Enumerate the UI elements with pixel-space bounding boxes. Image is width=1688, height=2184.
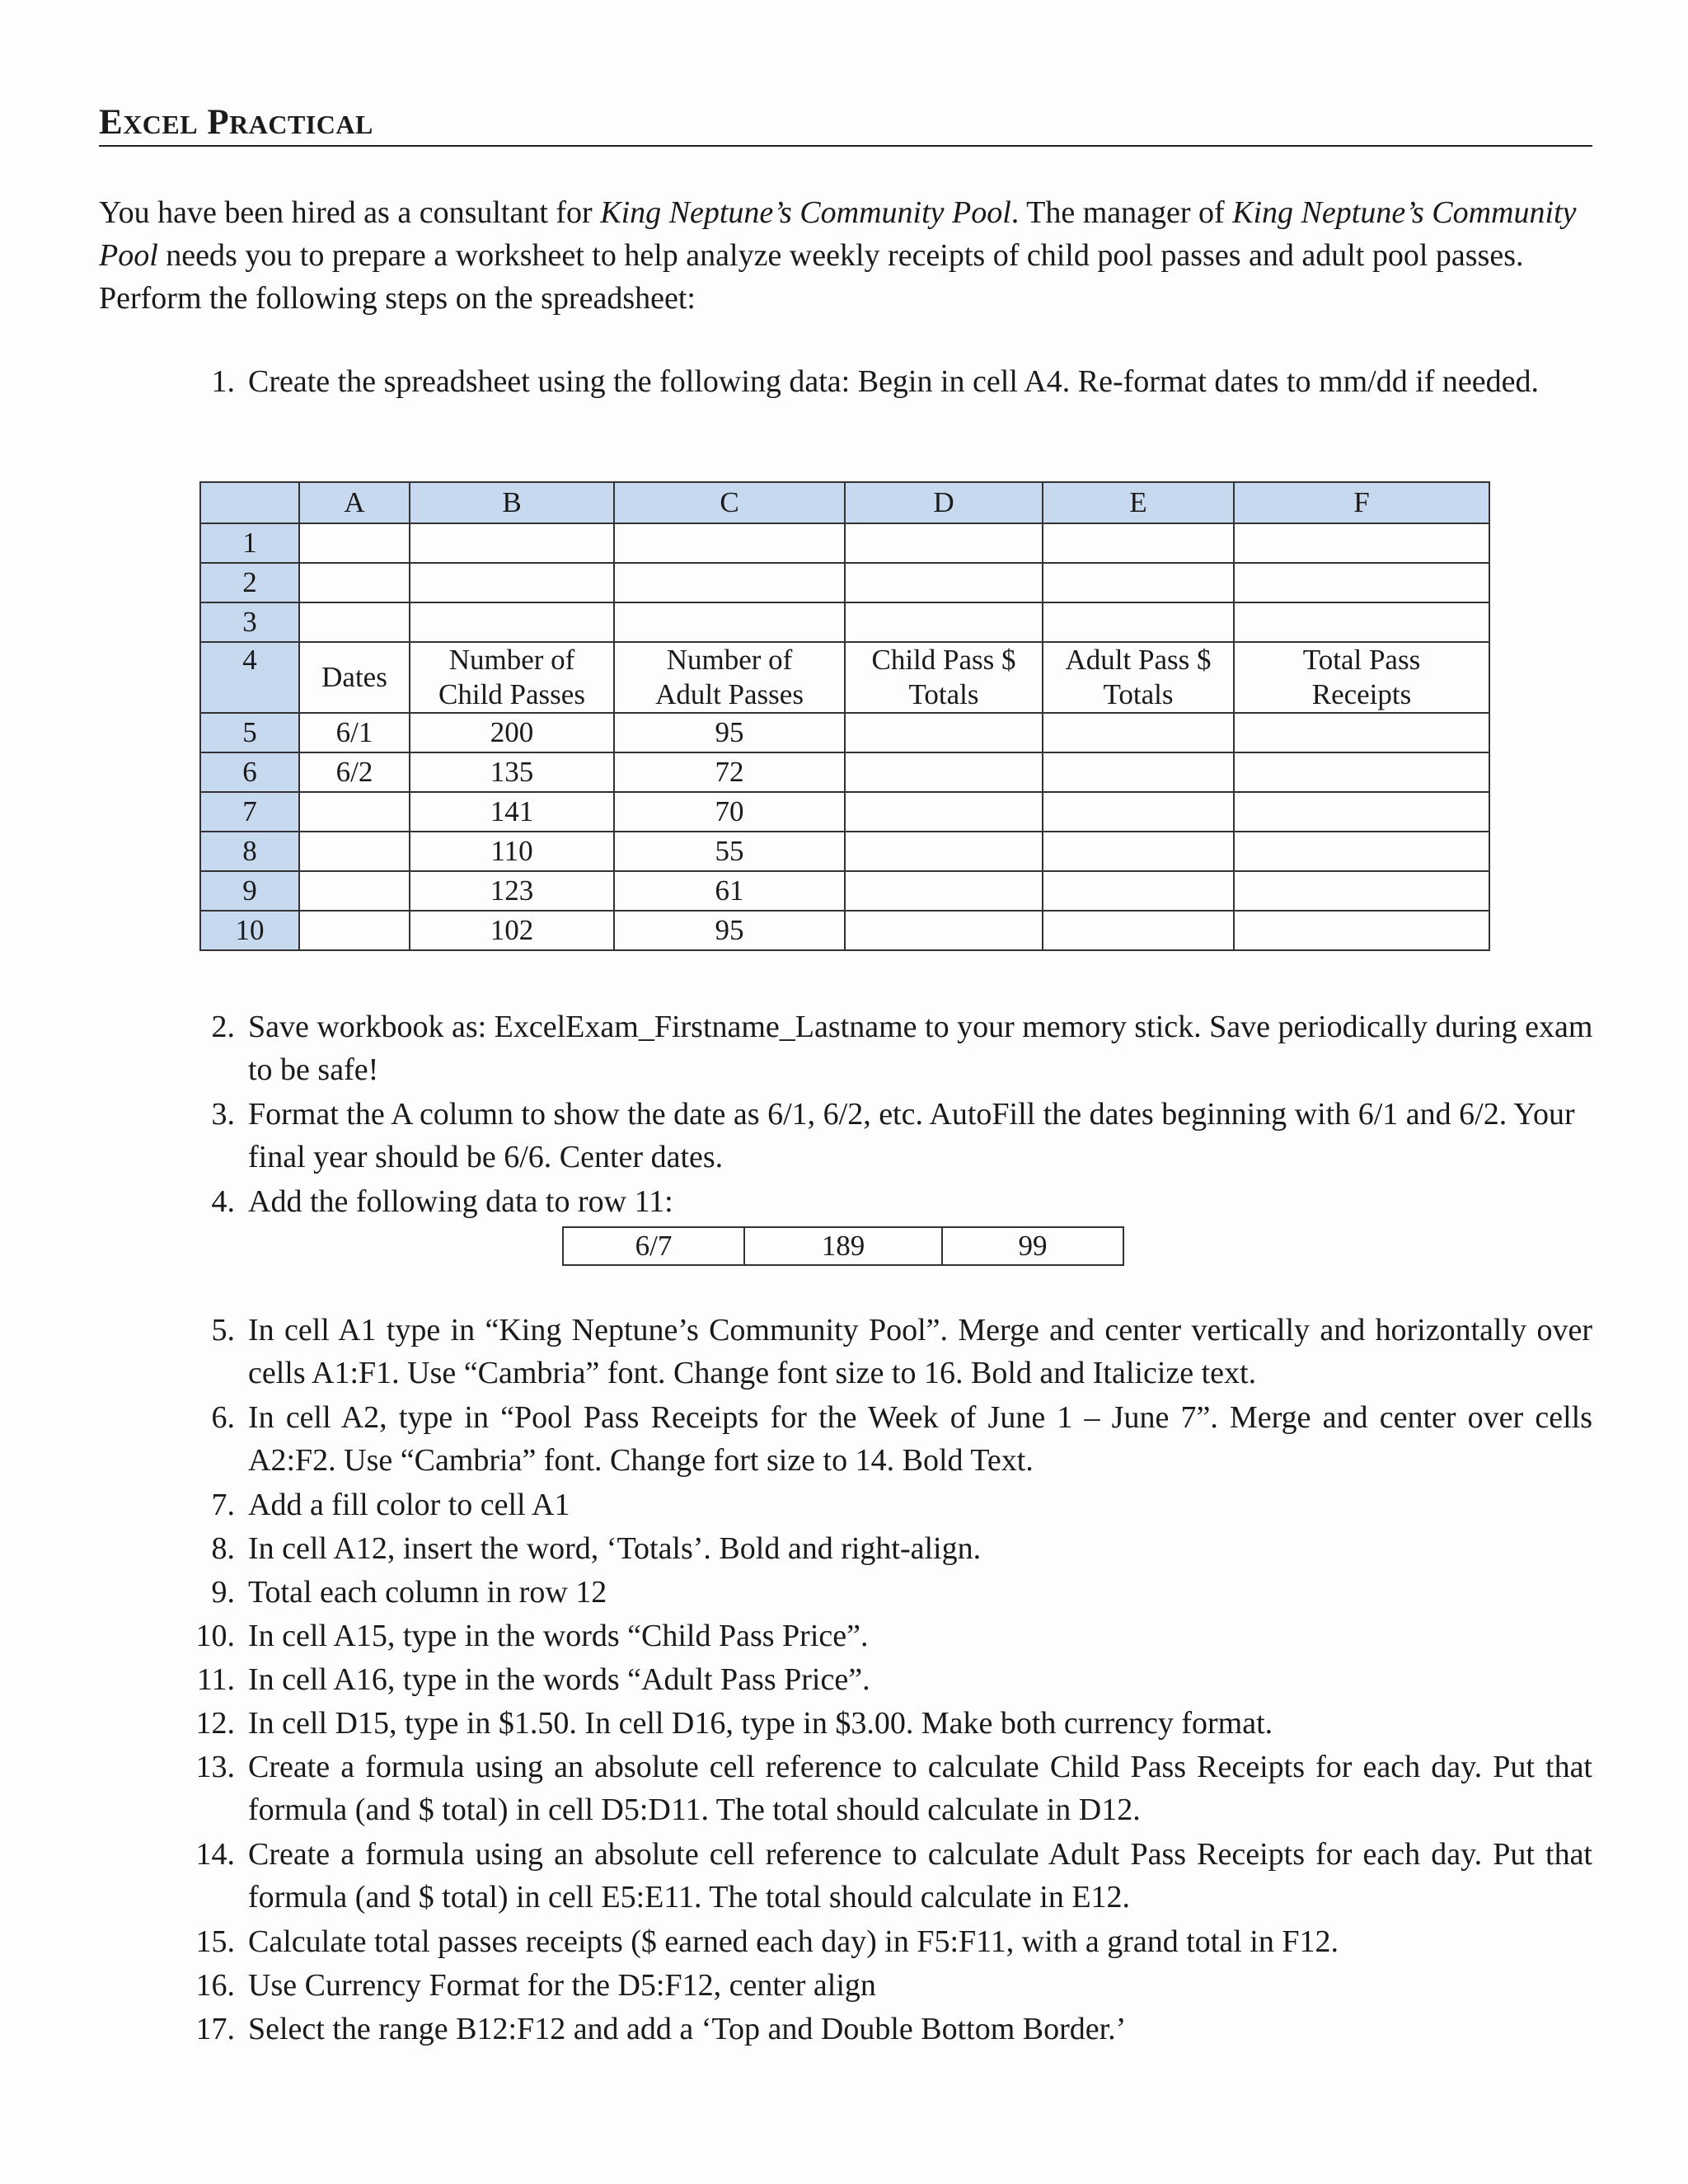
step-text: Add the following data to row 11: bbox=[248, 1184, 673, 1219]
header-cell-child-passes bbox=[410, 642, 614, 713]
cell-date bbox=[299, 871, 410, 911]
sheet-corner bbox=[200, 482, 299, 523]
row-header: 1 bbox=[200, 523, 299, 563]
step-7 bbox=[211, 1483, 1592, 1526]
step-text: Add a fill color to cell A1 bbox=[248, 1488, 570, 1522]
row11-date: 6/7 bbox=[563, 1227, 744, 1265]
document-page bbox=[99, 0, 1592, 2184]
cell-adult-passes: 55 bbox=[614, 832, 845, 871]
row11-adult-passes: 99 bbox=[942, 1227, 1123, 1265]
col-header-d: D bbox=[845, 482, 1043, 523]
step-12 bbox=[195, 1702, 1592, 1745]
sheet-row bbox=[200, 563, 1489, 602]
step-text: Create a formula using an absolute cell reference to calculate Child Pass Receipts for each day. Put that formula (and $ total) in cell D5:D11. The total should calculate in D12. bbox=[248, 1750, 1592, 1827]
header-cell-adult-passes bbox=[614, 642, 845, 713]
step-text: Total each column in row 12 bbox=[248, 1575, 607, 1610]
step-4 bbox=[211, 1180, 1600, 1223]
col-header-a: A bbox=[299, 482, 410, 523]
cell bbox=[1043, 792, 1234, 832]
cell-adult-passes: 70 bbox=[614, 792, 845, 832]
cell bbox=[1234, 563, 1489, 602]
cell bbox=[1234, 871, 1489, 911]
col-header-c: C bbox=[614, 482, 845, 523]
step-number: 11. bbox=[196, 1662, 235, 1697]
step-text: Create the spreadsheet using the following data: Begin in cell A4. Re-format dates to mm/dd if needed. bbox=[248, 364, 1540, 399]
step-8 bbox=[211, 1527, 1592, 1570]
step-text: Select the range B12:F12 and add a ‘Top and Double Bottom Border.’ bbox=[248, 2012, 1127, 2046]
step-13 bbox=[195, 1746, 1592, 1831]
cell bbox=[614, 523, 845, 563]
heading-initial-p: P bbox=[207, 103, 230, 142]
cell-date bbox=[299, 792, 410, 832]
sheet-row bbox=[200, 832, 1489, 871]
step-9 bbox=[211, 1571, 1592, 1614]
cell bbox=[1234, 713, 1489, 752]
row-header: 5 bbox=[200, 713, 299, 752]
header-cell-total-receipts bbox=[1234, 642, 1489, 713]
row-header: 4 bbox=[200, 642, 299, 713]
step-11 bbox=[196, 1658, 1592, 1701]
cell bbox=[410, 563, 614, 602]
step-text: In cell A12, insert the word, ‘Totals’. Bold and right-align. bbox=[248, 1531, 982, 1566]
cell bbox=[299, 563, 410, 602]
step-text: Use Currency Format for the D5:F12, center align bbox=[248, 1968, 876, 2003]
step-number: 2. bbox=[211, 1010, 235, 1044]
cell bbox=[614, 602, 845, 642]
step-text: Calculate total passes receipts ($ earned each day) in F5:F11, with a grand total in F12. bbox=[248, 1924, 1339, 1959]
col-header-e: E bbox=[1043, 482, 1234, 523]
cell-child-passes: 123 bbox=[410, 871, 614, 911]
row-header: 3 bbox=[200, 602, 299, 642]
col-header-b: B bbox=[410, 482, 614, 523]
header-cell-child-totals bbox=[845, 642, 1043, 713]
step-number: 1. bbox=[211, 364, 235, 399]
cell bbox=[1043, 523, 1234, 563]
cell-adult-passes: 95 bbox=[614, 911, 845, 950]
intro-text-2: . The manager of bbox=[1010, 195, 1233, 230]
sheet-row bbox=[200, 792, 1489, 832]
header-line-1: Adult Pass $ bbox=[1065, 644, 1212, 676]
col-header-f: F bbox=[1234, 482, 1489, 523]
step-number: 17. bbox=[195, 2012, 235, 2046]
header-cell-dates: Dates bbox=[299, 642, 410, 713]
cell bbox=[845, 911, 1043, 950]
step-text: In cell A2, type in “Pool Pass Receipts for the Week of June 1 – June 7”. Merge and center over cells A2:F2. Use “Cambria” font. Change fort size to 14. Bold Text. bbox=[248, 1400, 1592, 1478]
cell bbox=[1234, 832, 1489, 871]
step-1 bbox=[211, 363, 1600, 401]
row-header: 8 bbox=[200, 832, 299, 871]
cell-child-passes: 135 bbox=[410, 752, 614, 792]
step-number: 16. bbox=[195, 1968, 235, 2003]
cell-child-passes: 102 bbox=[410, 911, 614, 950]
cell bbox=[845, 832, 1043, 871]
cell-adult-passes: 61 bbox=[614, 871, 845, 911]
cell bbox=[845, 563, 1043, 602]
step-text: In cell D15, type in $1.50. In cell D16, type in $3.00. Make both currency format. bbox=[248, 1706, 1273, 1741]
cell bbox=[1234, 523, 1489, 563]
step-number: 12. bbox=[195, 1706, 235, 1741]
step-2 bbox=[211, 1005, 1600, 1091]
row-11-data-table bbox=[562, 1226, 1124, 1266]
cell bbox=[1043, 602, 1234, 642]
intro-text-3: needs you to prepare a worksheet to help analyze weekly receipts of child pool passes and adult pool passes. Perform the following steps on the spreadsheet: bbox=[99, 238, 1524, 316]
step-number: 5. bbox=[211, 1313, 235, 1347]
step-number: 6. bbox=[211, 1400, 235, 1435]
step-number: 13. bbox=[195, 1750, 235, 1784]
sheet-row bbox=[200, 752, 1489, 792]
step-text: In cell A15, type in the words “Child Pass Price”. bbox=[248, 1619, 869, 1653]
heading-rule bbox=[99, 104, 1592, 147]
cell bbox=[845, 523, 1043, 563]
cell-child-passes: 141 bbox=[410, 792, 614, 832]
row-header: 6 bbox=[200, 752, 299, 792]
step-16 bbox=[195, 1964, 1592, 2007]
row-header: 2 bbox=[200, 563, 299, 602]
cell-child-passes: 200 bbox=[410, 713, 614, 752]
cell bbox=[845, 752, 1043, 792]
step-3 bbox=[211, 1093, 1600, 1179]
step-6 bbox=[211, 1396, 1592, 1482]
header-line-2: Totals bbox=[908, 678, 979, 710]
step-number: 7. bbox=[211, 1488, 235, 1522]
step-text: In cell A1 type in “King Neptune’s Community Pool”. Merge and center vertically and horizontally over cells A1:F1. Use “Cambria” font. Change font size to 16. Bold and Italicize text. bbox=[248, 1313, 1592, 1390]
cell bbox=[1043, 832, 1234, 871]
step-17 bbox=[195, 2008, 1592, 2050]
cell-date: 6/2 bbox=[299, 752, 410, 792]
cell-adult-passes: 95 bbox=[614, 713, 845, 752]
step-text: In cell A16, type in the words “Adult Pass Price”. bbox=[248, 1662, 870, 1697]
cell bbox=[614, 563, 845, 602]
step-number: 15. bbox=[195, 1924, 235, 1959]
sheet-row-headers bbox=[200, 642, 1489, 713]
cell bbox=[299, 523, 410, 563]
sheet-row bbox=[200, 713, 1489, 752]
step-10 bbox=[195, 1615, 1592, 1657]
step-text: Create a formula using an absolute cell reference to calculate Adult Pass Receipts for each day. Put that formula (and $ total) in cell E5:E11. The total should calculate in E12. bbox=[248, 1837, 1592, 1915]
step-number: 10. bbox=[195, 1619, 235, 1653]
sheet-row bbox=[200, 602, 1489, 642]
step-14 bbox=[195, 1833, 1592, 1919]
cell bbox=[1234, 911, 1489, 950]
step-15 bbox=[195, 1920, 1592, 1963]
header-line-1: Child Pass $ bbox=[871, 644, 1016, 676]
cell bbox=[1043, 911, 1234, 950]
cell bbox=[1043, 752, 1234, 792]
header-line-2: Adult Passes bbox=[655, 678, 804, 710]
sheet-row bbox=[200, 871, 1489, 911]
heading-rest-ractical: RACTICAL bbox=[229, 110, 373, 139]
cell bbox=[1234, 792, 1489, 832]
cell bbox=[845, 713, 1043, 752]
cell bbox=[1043, 563, 1234, 602]
header-line-1: Total Pass bbox=[1302, 644, 1421, 676]
cell bbox=[1043, 871, 1234, 911]
header-line-1: Number of bbox=[448, 644, 575, 676]
intro-paragraph bbox=[99, 191, 1592, 320]
cell bbox=[410, 602, 614, 642]
header-cell-adult-totals bbox=[1043, 642, 1234, 713]
header-line-1: Number of bbox=[666, 644, 793, 676]
cell-date bbox=[299, 911, 410, 950]
row-header: 7 bbox=[200, 792, 299, 832]
header-line-2: Totals bbox=[1103, 678, 1174, 710]
row11-child-passes: 189 bbox=[744, 1227, 942, 1265]
heading-initial-e: E bbox=[99, 103, 124, 142]
row-header: 10 bbox=[200, 911, 299, 950]
heading-rest-xcel: XCEL bbox=[123, 110, 199, 139]
header-line-2: Child Passes bbox=[438, 678, 585, 710]
step-number: 9. bbox=[211, 1575, 235, 1610]
cell-child-passes: 110 bbox=[410, 832, 614, 871]
step-text: Save workbook as: ExcelExam_Firstname_Lastname to your memory stick. Save periodically during exam to be safe! bbox=[248, 1010, 1593, 1087]
cell bbox=[1234, 602, 1489, 642]
step-number: 4. bbox=[211, 1184, 235, 1219]
sheet-row bbox=[200, 523, 1489, 563]
step-number: 14. bbox=[195, 1837, 235, 1872]
row-header: 9 bbox=[200, 871, 299, 911]
step-5 bbox=[211, 1309, 1592, 1394]
step-number: 8. bbox=[211, 1531, 235, 1566]
intro-company-2: King Neptune’s Community Pool bbox=[99, 195, 1577, 273]
header-line-2: Receipts bbox=[1311, 678, 1412, 710]
intro-text-1: You have been hired as a consultant for bbox=[99, 195, 601, 230]
cell bbox=[845, 792, 1043, 832]
step-text: Format the A column to show the date as 6/1, 6/2, etc. AutoFill the dates beginning with 6/1 and 6/2. Your final year should be 6/6. Center dates. bbox=[248, 1097, 1575, 1174]
cell bbox=[1043, 713, 1234, 752]
cell-date bbox=[299, 832, 410, 871]
cell bbox=[845, 871, 1043, 911]
spreadsheet-table bbox=[199, 481, 1490, 951]
cell bbox=[299, 602, 410, 642]
intro-company-1: King Neptune’s Community Pool bbox=[600, 195, 1011, 230]
cell bbox=[845, 602, 1043, 642]
sheet-row bbox=[200, 911, 1489, 950]
cell bbox=[410, 523, 614, 563]
document-heading bbox=[99, 104, 1592, 143]
step-number: 3. bbox=[211, 1097, 235, 1132]
cell-adult-passes: 72 bbox=[614, 752, 845, 792]
cell-date: 6/1 bbox=[299, 713, 410, 752]
cell bbox=[1234, 752, 1489, 792]
